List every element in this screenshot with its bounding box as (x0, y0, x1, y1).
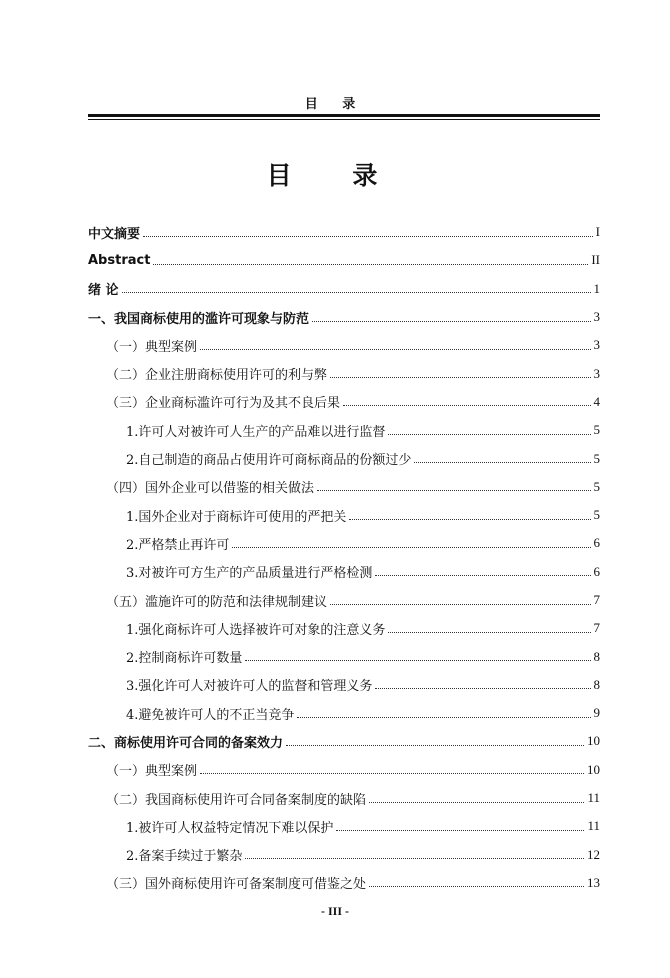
dot-leader (330, 604, 590, 605)
dot-leader (153, 264, 588, 265)
toc-entry-label: （一）典型案例 (106, 339, 198, 355)
toc-entry-label: （二）企业注册商标使用许可的利与弊 (106, 368, 328, 384)
toc-entry-label: 4.避免被许可人的不正当竞争 (126, 707, 295, 723)
toc-entry-label: （四）国外企业可以借鉴的相关做法 (106, 481, 315, 497)
toc-entry-page-number: 10 (587, 761, 600, 777)
toc-entry-page-number: 5 (593, 507, 600, 523)
toc-entry-label: 2.自己制造的商品占使用许可商标商品的份额过少 (126, 453, 412, 469)
toc-entry[interactable] (88, 558, 600, 586)
toc-entry[interactable] (88, 331, 600, 359)
dot-leader (200, 349, 590, 350)
toc-entry-page-number: II (591, 252, 600, 268)
toc-entry[interactable] (88, 275, 600, 303)
toc-entry[interactable] (88, 473, 600, 501)
dot-leader (122, 292, 591, 293)
toc-entry-label: Abstract (88, 252, 151, 268)
toc-entry-page-number: 3 (593, 337, 600, 353)
toc-entry-page-number: 11 (587, 818, 600, 834)
header-rule-thin (88, 119, 600, 120)
toc-entry[interactable] (88, 501, 600, 529)
toc-entry[interactable] (88, 756, 600, 784)
toc-entry-page-number: 1 (593, 280, 600, 296)
toc-entry-page-number: 5 (593, 450, 600, 466)
dot-leader (317, 490, 590, 491)
toc-entry-page-number: 3 (593, 365, 600, 381)
dot-leader (369, 802, 584, 803)
toc-entry-page-number: 3 (593, 309, 600, 325)
toc-entry-label: （三）国外商标使用许可备案制度可借鉴之处 (106, 877, 367, 893)
toc-entry-label: 绪 论 (88, 283, 119, 299)
toc-entry-page-number: 12 (587, 846, 600, 862)
toc-entry[interactable] (88, 529, 600, 557)
dot-leader (232, 547, 590, 548)
toc-entry[interactable] (88, 841, 600, 869)
toc-entry-label: 2.严格禁止再许可 (126, 537, 230, 553)
toc-entry-page-number: 8 (593, 648, 600, 664)
toc-entry-page-number: I (595, 224, 600, 240)
toc-entry-page-number: 10 (587, 733, 600, 749)
table-of-contents (88, 218, 600, 897)
toc-entry-label: （五）滥施许可的防范和法律规制建议 (106, 594, 328, 610)
toc-entry-page-number: 13 (587, 874, 600, 890)
toc-entry[interactable] (88, 642, 600, 670)
dot-leader (245, 660, 590, 661)
toc-entry-page-number: 6 (593, 535, 600, 551)
dot-leader (200, 773, 584, 774)
toc-entry-page-number: 11 (587, 790, 600, 806)
dot-leader (143, 236, 593, 237)
running-header: 目 录 (304, 97, 366, 112)
dot-leader (312, 321, 590, 322)
dot-leader (245, 858, 584, 859)
dot-leader (375, 688, 590, 689)
dot-leader (388, 434, 590, 435)
dot-leader (330, 377, 590, 378)
dot-leader (388, 632, 590, 633)
toc-entry[interactable] (88, 869, 600, 897)
dot-leader (375, 575, 590, 576)
toc-entry[interactable] (88, 699, 600, 727)
toc-entry-label: 二、商标使用许可合同的备案效力 (88, 735, 284, 751)
toc-entry-label: 3.强化许可人对被许可人的监督和管理义务 (126, 679, 373, 695)
toc-entry-page-number: 8 (593, 676, 600, 692)
toc-entry-label: 2.备案手续过于繁杂 (126, 849, 243, 865)
toc-entry[interactable] (88, 614, 600, 642)
toc-entry-label: （三）企业商标滥许可行为及其不良后果 (106, 396, 341, 412)
toc-entry-label: 一、我国商标使用的滥许可现象与防范 (88, 311, 310, 327)
toc-entry[interactable] (88, 727, 600, 755)
toc-entry-label: 1.国外企业对于商标许可使用的严把关 (126, 509, 347, 525)
toc-entry-page-number: 9 (593, 705, 600, 721)
toc-entry-page-number: 5 (593, 422, 600, 438)
toc-entry-label: 2.控制商标许可数量 (126, 651, 243, 667)
toc-entry-page-number: 4 (593, 393, 600, 409)
header-rule-thick (88, 114, 600, 117)
toc-entry-page-number: 7 (593, 620, 600, 636)
toc-entry[interactable] (88, 444, 600, 472)
toc-entry[interactable] (88, 359, 600, 387)
toc-entry-page-number: 7 (593, 592, 600, 607)
dot-leader (343, 405, 590, 406)
toc-entry-label: （一）典型案例 (106, 764, 198, 780)
toc-entry[interactable] (88, 303, 600, 331)
toc-entry[interactable] (88, 388, 600, 416)
toc-entry[interactable] (88, 812, 600, 840)
toc-entry[interactable] (88, 671, 600, 699)
dot-leader (336, 830, 584, 831)
dot-leader (297, 717, 590, 718)
toc-entry-label: 1.许可人对被许可人生产的产品难以进行监督 (126, 424, 386, 440)
toc-entry-label: （二）我国商标使用许可合同备案制度的缺陷 (106, 792, 367, 808)
dot-leader (369, 886, 584, 887)
toc-entry[interactable] (88, 218, 600, 246)
toc-entry[interactable] (88, 246, 600, 274)
page-number-footer: - III - (320, 904, 349, 918)
toc-entry-page-number: 6 (593, 563, 600, 579)
dot-leader (286, 745, 584, 746)
dot-leader (414, 462, 590, 463)
dot-leader (349, 519, 590, 520)
toc-entry[interactable] (88, 416, 600, 444)
toc-entry-label: 1.强化商标许可人选择被许可对象的注意义务 (126, 622, 386, 638)
toc-entry[interactable] (88, 586, 600, 614)
toc-entry[interactable] (88, 784, 600, 812)
page-title: 目 录 (266, 161, 404, 190)
toc-entry-label: 1.被许可人权益特定情况下难以保护 (126, 820, 334, 836)
toc-entry-label: 中文摘要 (88, 226, 141, 242)
toc-entry-page-number: 5 (593, 478, 600, 494)
toc-entry-label: 3.对被许可方生产的产品质量进行严格检测 (126, 566, 373, 582)
